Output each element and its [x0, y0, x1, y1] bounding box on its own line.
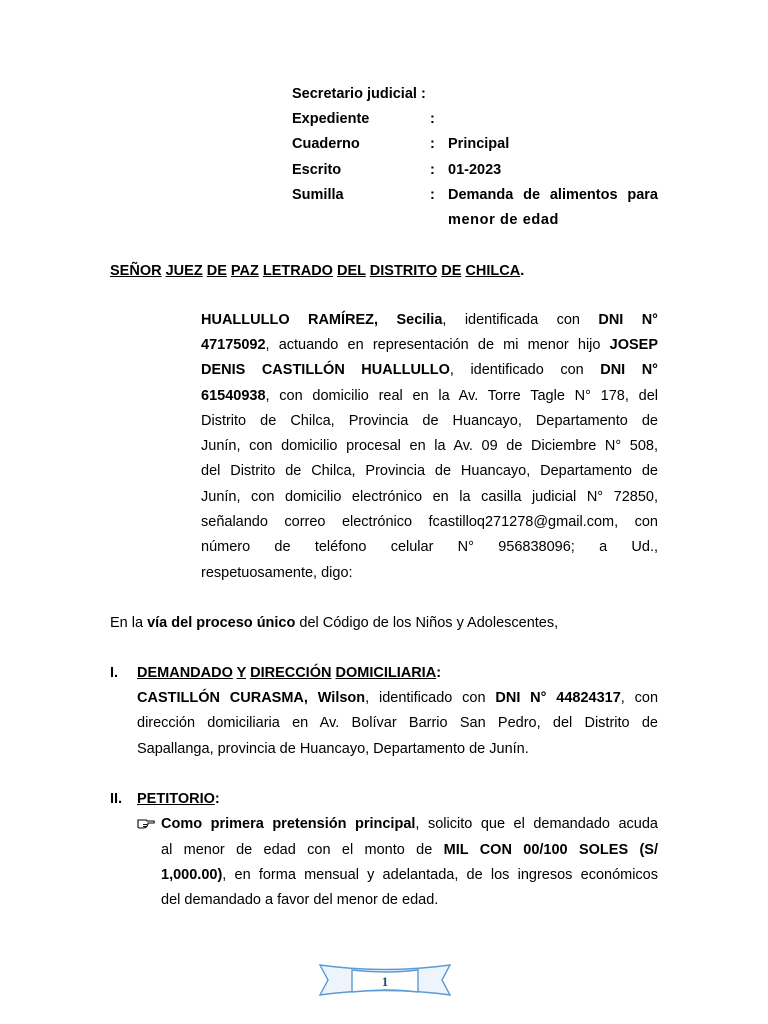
- escrito-value: 01-2023: [448, 162, 502, 178]
- intro-line: HUALLULLO RAMÍREZ, Secilia, identificada con DNI N°: [201, 312, 658, 328]
- intro-line: del Distrito de Chilca, Provincia de Huancayo, Departamento de: [201, 463, 658, 479]
- via-line: En la vía del proceso único del Código de los Niños y Adolescentes,: [110, 615, 559, 631]
- sumilla-value-line2: menor de edad: [448, 212, 559, 228]
- intro-line: DENIS CASTILLÓN HUALLULLO, identificado con DNI N°: [201, 362, 658, 378]
- cuaderno-value: Principal: [448, 136, 510, 152]
- intro-line: Junín, con domicilio electrónico en la casilla judicial N° 72850,: [201, 489, 658, 505]
- secretario-label: Secretario judicial :: [292, 86, 426, 102]
- section-line: Sapallanga, provincia de Huancayo, Departamento de Junín.: [137, 741, 529, 757]
- cuaderno-label: Cuaderno: [292, 136, 360, 152]
- expediente-colon: :: [430, 111, 435, 127]
- intro-line: 61540938, con domicilio real en la Av. Torre Tagle N° 178, del: [201, 388, 658, 404]
- expediente-label: Expediente: [292, 111, 370, 127]
- addressee-word: CHILCA: [465, 263, 521, 279]
- addressee-period: .: [520, 263, 525, 279]
- section-title: PETITORIO:: [137, 791, 220, 807]
- petitorio-line: del demandado a favor del menor de edad.: [161, 892, 439, 908]
- addressee-word: DISTRITO: [369, 263, 438, 279]
- intro-line: 47175092, actuando en representación de mi menor hijo JOSEP: [201, 337, 658, 353]
- section-number: I.: [110, 665, 119, 681]
- petitorio-line: 1,000.00), en forma mensual y adelantada, de los ingresos económicos: [161, 867, 658, 883]
- section-title: DEMANDADO Y DIRECCIÓN DOMICILIARIA:: [137, 665, 442, 681]
- page-number: 1: [381, 974, 389, 989]
- petitorio-line: Como primera pretensión principal, solicito que el demandado acuda: [161, 816, 658, 832]
- petitorio-line: al menor de edad con el monto de MIL CON 00/100 SOLES (S/: [161, 842, 658, 858]
- sumilla-colon: :: [430, 187, 435, 203]
- intro-line: Junín, con domicilio procesal en la Av. 09 de Diciembre N° 508,: [201, 438, 658, 454]
- intro-line: número de teléfono celular N° 956838096; a Ud.,: [201, 539, 658, 555]
- addressee-word: LETRADO: [262, 263, 333, 279]
- addressee-word: DE: [441, 263, 462, 279]
- page-number-banner: [318, 962, 452, 998]
- addressee-word: DEL: [337, 263, 366, 279]
- escrito-colon: :: [430, 162, 435, 178]
- section-number: II.: [110, 791, 123, 807]
- sumilla-value-line1: Demanda de alimentos para: [448, 187, 658, 203]
- sumilla-label: Sumilla: [292, 187, 344, 203]
- intro-line: respetuosamente, digo:: [201, 565, 353, 581]
- addressee-word: SEÑOR: [110, 263, 162, 279]
- escrito-label: Escrito: [292, 162, 342, 178]
- cuaderno-colon: :: [430, 136, 435, 152]
- pointing-hand-icon: [137, 816, 155, 830]
- section-line: CASTILLÓN CURASMA, Wilson, identificado con DNI N° 44824317, con: [137, 690, 659, 706]
- intro-line: Distrito de Chilca, Provincia de Huancayo, Departamento de: [201, 413, 658, 429]
- intro-line: señalando correo electrónico fcastilloq271278@gmail.com, con: [201, 514, 658, 530]
- addressee: [110, 261, 524, 281]
- addressee-word: JUEZ: [165, 263, 203, 279]
- section-line: dirección domiciliaria en Av. Bolívar Barrio San Pedro, del Distrito de: [137, 715, 658, 731]
- addressee-word: PAZ: [230, 263, 259, 279]
- addressee-word: DE: [206, 263, 227, 279]
